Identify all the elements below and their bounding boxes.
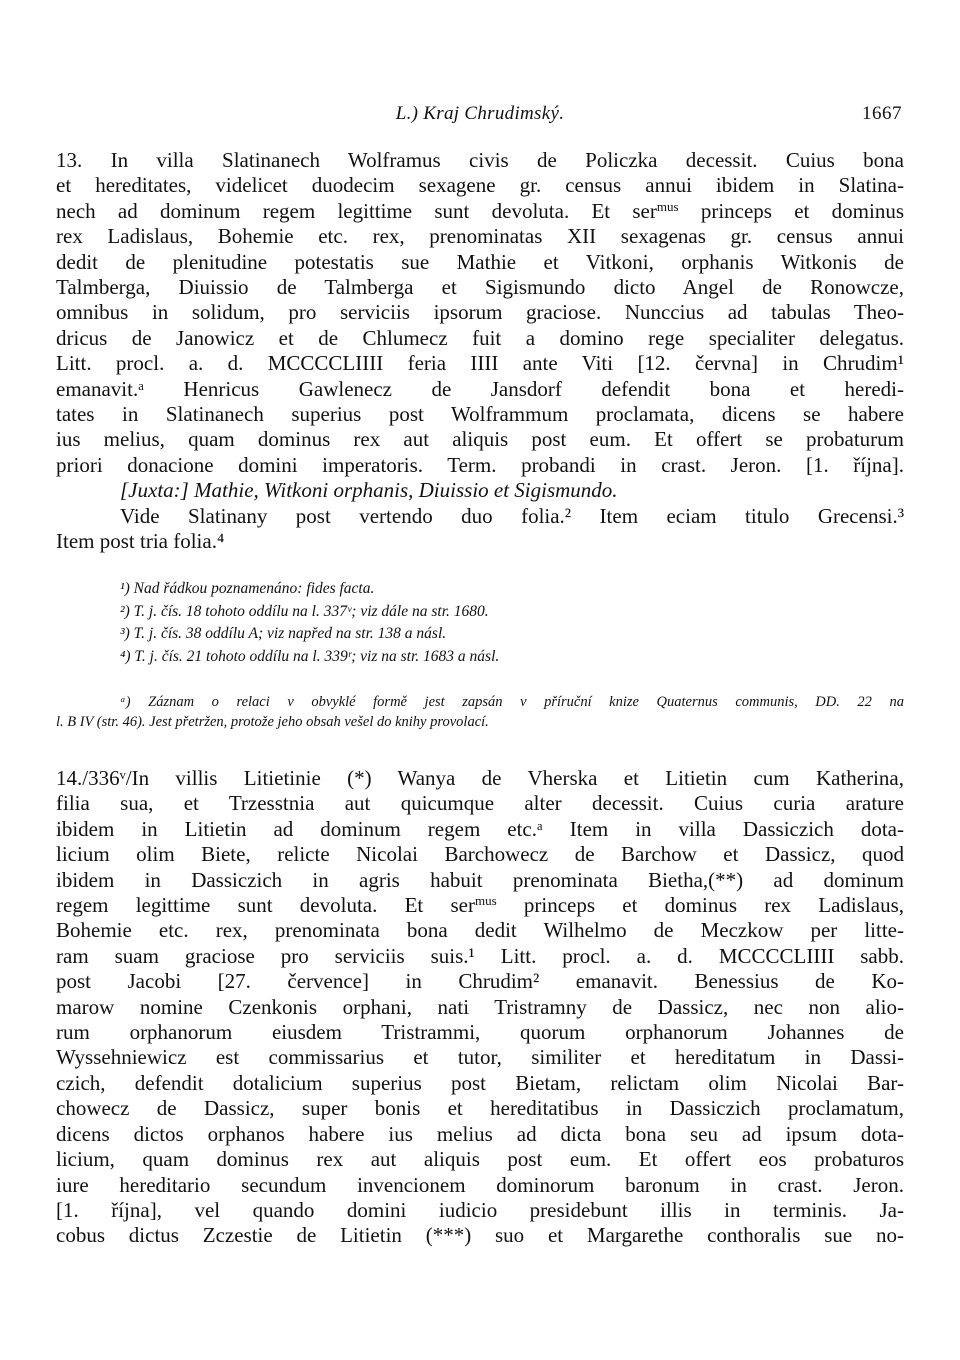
entry-14-line: licium olim Biete, relicte Nicolai Barchowecz de Barchow et Dassicz, quod [56, 842, 904, 867]
footnote: ⁴) T. j. čís. 21 tohoto oddílu na l. 339ʳ; viz na str. 1683 a násl. [120, 647, 500, 665]
entry-14-line: iure hereditario secundum invencionem dominorum baronum in crast. Jeron. [56, 1172, 904, 1197]
entry-13-line: emanavit.ᵃ Henricus Gawlenecz de Jansdorf defendit bona et heredi- [56, 376, 904, 401]
entry-13-line: Talmberga, Diuissio de Talmberga et Sigismundo dicto Angel de Ronowcze, [56, 275, 904, 300]
entry-13-line: Item post tria folia.⁴ [56, 529, 225, 554]
entry-14-line: 14./336ᵛ/In villis Litietinie (*) Wanya de Vherska et Litietin cum Katherina, [56, 766, 904, 790]
page-header [56, 103, 904, 131]
running-title: L.) Kraj Chrudimský. [395, 103, 565, 124]
apparatus-line: l. B IV (str. 46). Jest přetržen, protože jeho obsah vešel do knihy provolací. [56, 714, 489, 730]
footnote: ³) T. j. čís. 38 oddílu A; viz napřed na str. 138 a násl. [120, 625, 447, 642]
entry-14-line: filia sua, et Trzesstnia aut quicumque alter decessit. Cuius curia arature [56, 791, 904, 816]
footnote: ²) T. j. čís. 18 tohoto oddílu na l. 337ᵛ; viz dále na str. 1680. [120, 602, 489, 620]
entry-14-line: Bohemie etc. rex, prenominata bona dedit Wilhelmo de Meczkow per litte- [56, 918, 904, 943]
entry-13-line: Litt. procl. a. d. MCCCCLIIII feria IIII ante Viti [12. června] in Chrudim¹ [56, 351, 904, 376]
entry-13-line: tates in Slatinanech superius post Wolframmum proclamata, dicens se habere [56, 402, 904, 427]
entry-14-line: rum orphanorum eiusdem Tristrammi, quorum orphanorum Johannes de [56, 1020, 904, 1045]
entry-13 [56, 148, 904, 555]
entry-13-line: 13. In villa Slatinanech Wolframus civis de Policzka decessit. Cuius bona [56, 148, 904, 172]
page-number: 1667 [862, 103, 902, 124]
entry-14 [56, 766, 904, 1249]
entry-14-line: cobus dictus Zczestie de Litietin (***) suo et Margarethe conthoralis sue no- [56, 1223, 904, 1248]
footnotes [56, 578, 904, 668]
apparatus-line: ᵃ) Záznam o relaci v obvyklé formě jest zapsán v příruční knize Quaternus communis, DD. 22 na [120, 694, 904, 710]
entry-14-line: [1. října], vel quando domini iudicio presidebunt illis in terminis. Ja- [56, 1197, 904, 1222]
footnote: ¹) Nad řádkou poznamenáno: fides facta. [120, 580, 375, 597]
entry-14-line: czich, defendit dotalicium superius post Bietam, relictam olim Nicolai Bar- [56, 1070, 904, 1095]
entry-14-line: chowecz de Dassicz, super bonis et hereditatibus in Dassiczich proclamatum, [56, 1096, 904, 1121]
entry-13-line: dricus de Janowicz et de Chlumecz fuit a domino rege specialiter delegatus. [56, 325, 904, 350]
entry-14-line: licium, quam dominus rex aut aliquis post eum. Et offert eos probaturos [56, 1147, 904, 1172]
entry-14-line: ibidem in Dassiczich in agris habuit prenominata Bietha,(**) ad dominum [56, 867, 904, 892]
entry-14-line: Wyssehniewicz est commissarius et tutor, similiter et hereditatum in Dassi- [56, 1045, 904, 1070]
entry-13-line: Vide Slatinany post vertendo duo folia.² Item eciam titulo Grecensi.³ [120, 503, 904, 528]
entry-14-line: ibidem in Litietin ad dominum regem etc.ᵃ Item in villa Dassiczich dota- [56, 816, 904, 841]
critical-apparatus [56, 692, 904, 732]
entry-14-line: regem legittime sunt devoluta. Et ser$^{mus}$ princeps et dominus rex Ladislaus, [56, 892, 904, 918]
entry-13-line: et hereditates, videlicet duodecim sexagene gr. census annui ibidem in Slatina- [56, 173, 904, 198]
entry-13-line: omnibus in solidum, pro serviciis ipsorum graciose. Nunccius ad tabulas Theo- [56, 300, 904, 325]
entry-13-line: nech ad dominum regem legittime sunt devoluta. Et ser$^{mus}$ princeps et dominus [56, 198, 904, 223]
entry-13-line: priori donacione domini imperatoris. Term. probandi in crast. Jeron. [1. října]. [56, 452, 904, 477]
entry-13-line: rex Ladislaus, Bohemie etc. rex, prenominatas XII sexagenas gr. census annui [56, 224, 904, 249]
entry-13-juxta-line: [Juxta:] Mathie, Witkoni orphanis, Diuissio et Sigismundo. [120, 478, 618, 503]
entry-14-line: dicens dictos orphanos habere ius melius ad dicta bona seu ad ipsum dota- [56, 1121, 904, 1146]
entry-13-line: dedit de plenitudine potestatis sue Mathie et Vitkoni, orphanis Witkonis de [56, 249, 904, 274]
entry-14-line: ram suam graciose pro serviciis suis.¹ Litt. procl. a. d. MCCCCLIIII sabb. [56, 943, 904, 968]
entry-14-line: post Jacobi [27. července] in Chrudim² emanavit. Benessius de Ko- [56, 969, 904, 994]
entry-14-line: marow nomine Czenkonis orphani, nati Tristramny de Dassicz, nec non alio- [56, 994, 904, 1019]
entry-13-line: ius melius, quam dominus rex aut aliquis post eum. Et offert se probaturum [56, 427, 904, 452]
